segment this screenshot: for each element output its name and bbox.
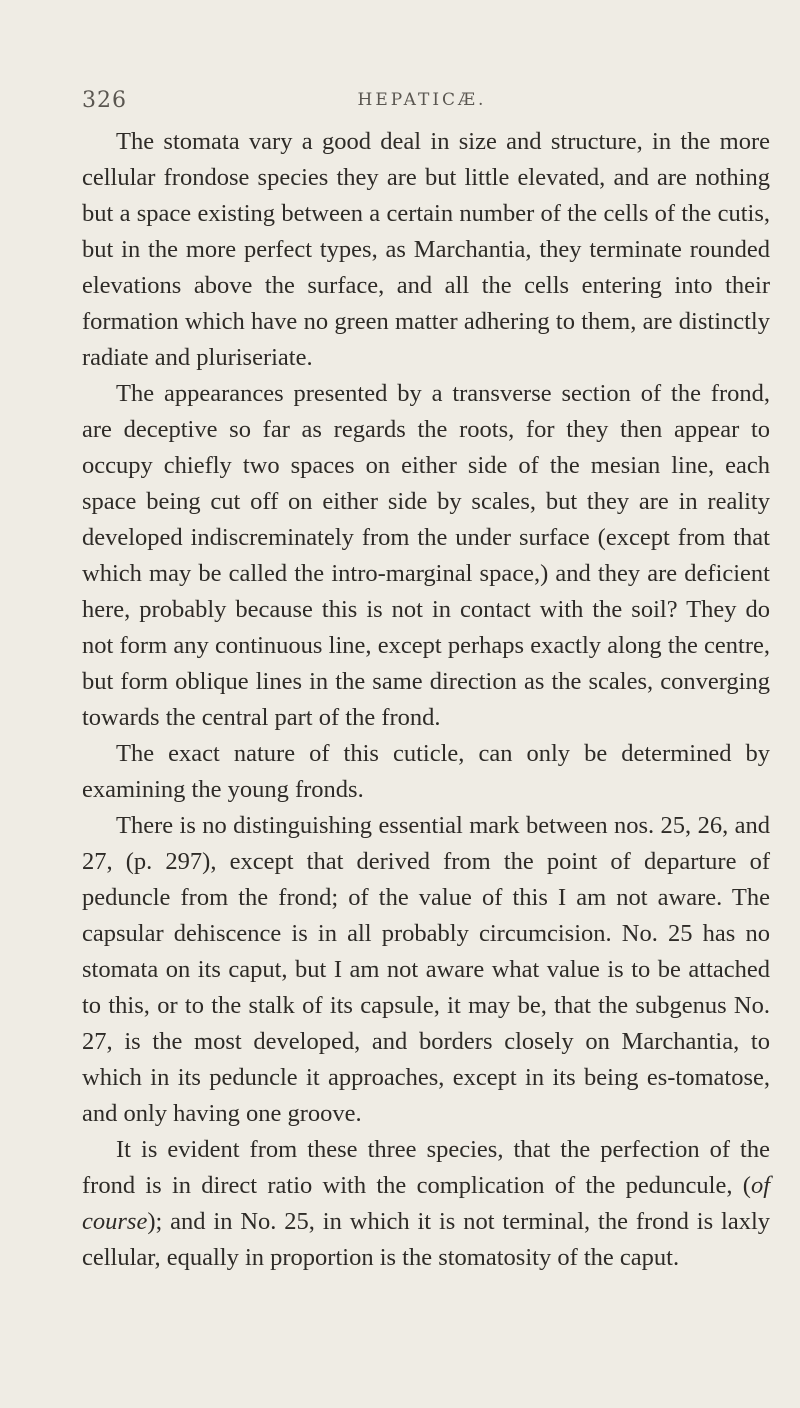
conclusion-italic-phrase: of course bbox=[82, 1172, 770, 1235]
paragraph-stomata: The stomata vary a good deal in size and structure, in the more cellular frondose species they are but little elevated, and are nothing but a space existing between a certain number of the cells of the cutis, but in the more perfect types, as Marchantia, they terminate rounded elevations above the surface, and all the cells entering into their formation which have no green matter adhering to them, are distinctly radiate and pluriseriate. bbox=[82, 128, 770, 371]
conclusion-text-start: It is evident from these three species, that the perfection of the frond is in direct ratio with the complication of the peduncule, ( bbox=[82, 1136, 770, 1199]
paragraph-cuticle: The exact nature of this cuticle, can only be determined by examining the young fronds. bbox=[82, 740, 770, 803]
running-title: HEPATICÆ. bbox=[357, 90, 487, 110]
page-number: 326 bbox=[82, 88, 127, 113]
paragraph-transverse-section: The appearances presented by a transverse section of the frond, are deceptive so far as regards the roots, for they then appear to occupy chiefly two spaces on either side of the mesian line, each space being cut off on either side by scales, but they are in reality developed indiscreminately from the under surface (except from that which may be called the intro-marginal space,) and they are deficient here, probably because this is not in contact with the soil? They do not form any continuous line, except perhaps exactly along the centre, but form oblique lines in the same direction as the scales, converging towards the central part of the frond. bbox=[82, 380, 770, 731]
paragraph-distinguishing-mark: There is no distinguishing essential mark between nos. 25, 26, and 27, (p. 297), except that derived from the point of departure of peduncle from the frond; of the value of this I am not aware. The capsular dehiscence is in all probably circumcision. No. 25 has no stomata on its caput, but I am not aware what value is to be attached to this, or to the stalk of its capsule, it may be, that the subgenus No. 27, is the most developed, and borders closely on Marchantia, to which in its peduncle it approaches, except in its being es-tomatose, and only having one groove. bbox=[82, 812, 770, 1127]
conclusion-text-end: ); and in No. 25, in which it is not terminal, the frond is laxly cellular, equally in proportion is the stomatosity of the caput. bbox=[82, 1208, 770, 1271]
running-head bbox=[82, 88, 762, 118]
paragraph-conclusion bbox=[82, 1132, 770, 1276]
body-text bbox=[82, 124, 770, 1276]
